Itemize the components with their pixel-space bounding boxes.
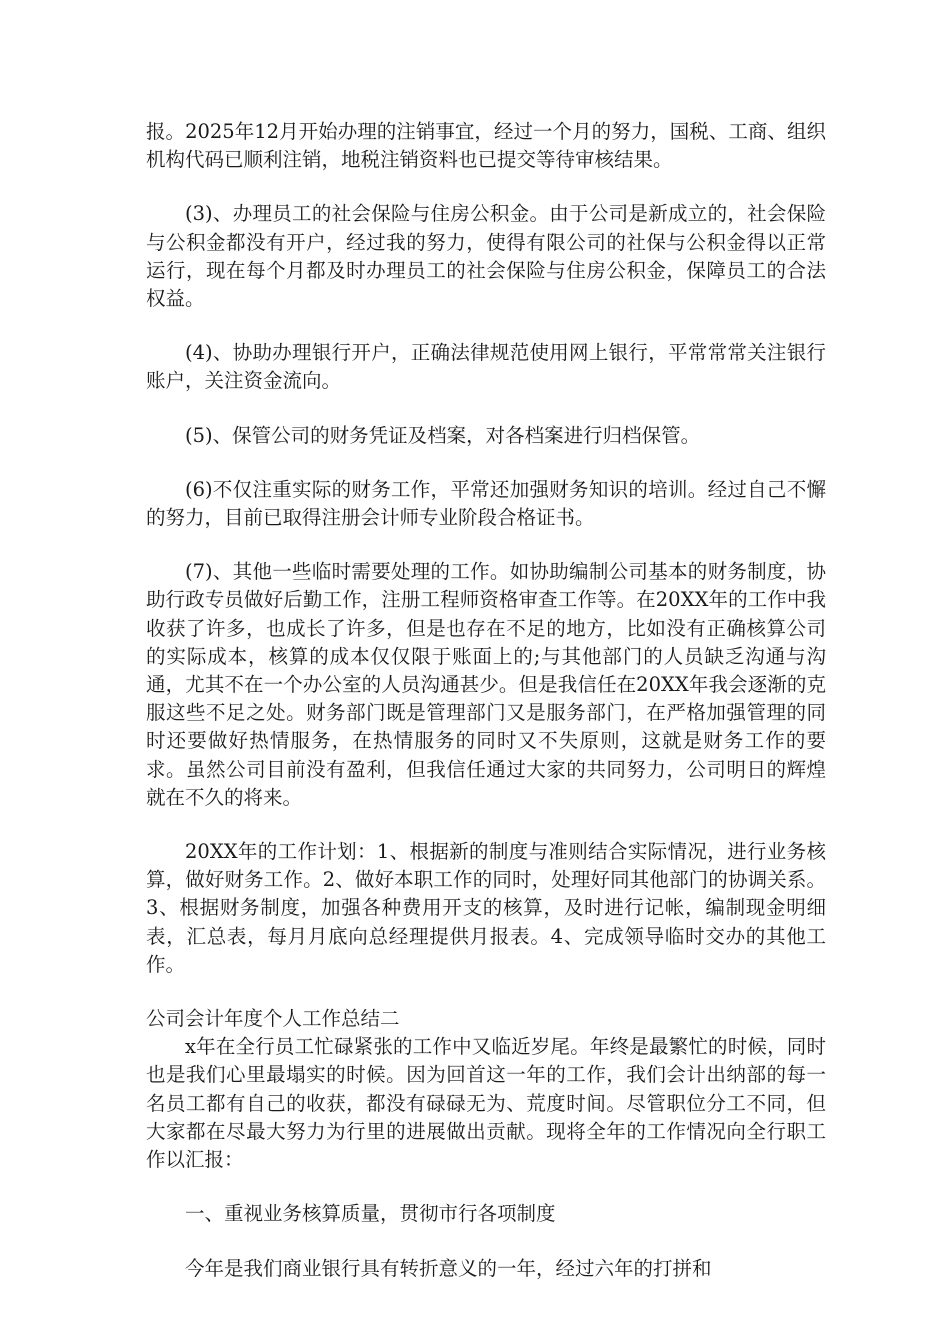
paragraph-intro-2: x年在全行员工忙碌紧张的工作中又临近岁尾。年终是最繁忙的时候，同时也是我们心里最塌实的时候。因为回首这一年的工作，我们会计出纳部的每一名员工都有自己的收获，都没有碌碌无为、荒度时间。尽管职位分工不同，但大家都在尽最大努力为行里的进展做出贡献。现将全年的工作情况向全行职工作以汇报： (146, 1035, 826, 1172)
paragraph-continuation: 报。2025年12月开始办理的注销事宜，经过一个月的努力，国税、工商、组织机构代码已顺利注销，地税注销资料也已提交等待审核结果。 (146, 120, 826, 172)
document-title-2: 公司会计年度个人工作总结二 (146, 1007, 400, 1031)
paragraph-item-5: (5)、保管公司的财务凭证及档案，对各档案进行归档保管。 (185, 423, 701, 447)
section-heading-1: 一、重视业务核算质量，贯彻市行各项制度 (185, 1202, 556, 1226)
paragraph-item-4: (4)、协助办理银行开户，正确法律规范使用网上银行，平常常常关注银行账户，关注资金流向。 (146, 341, 826, 393)
paragraph-item-6: (6)不仅注重实际的财务工作，平常还加强财务知识的培训。经过自己不懈的努力，目前已取得注册会计师专业阶段合格证书。 (146, 477, 826, 530)
paragraph-item-3: (3)、办理员工的社会保险与住房公积金。由于公司是新成立的，社会保险与公积金都没有开户，经过我的努力，使得有限公司的社保与公积金得以正常运行，现在每个月都及时办理员工的社会保险与住房公积金，保障员工的合法权益。 (146, 202, 826, 311)
paragraph-work-plan: 20XX年的工作计划：1、根据新的制度与准则结合实际情况，进行业务核算，做好财务工作。2、做好本职工作的同时，处理好同其他部门的协调关系。3、根据财务制度，加强各种费用开支的核算，及时进行记帐，编制现金明细表，汇总表，每月月底向总经理提供月报表。4、完成领导临时交办的其他工作。 (146, 840, 826, 976)
paragraph-item-7: (7)、其他一些临时需要处理的工作。如协助编制公司基本的财务制度，协助行政专员做好后勤工作，注册工程师资格审查工作等。在20XX年的工作中我收获了许多，也成长了许多，但是也存在不足的地方，比如没有正确核算公司的实际成本，核算的成本仅仅限于账面上的;与其他部门的人员缺乏沟通与沟通，尤其不在一个办公室的人员沟通甚少。但是我信任在20XX年我会逐渐的克服这些不足之处。财务部门既是管理部门又是服务部门，在严格加强管理的同时还要做好热情服务，在热情服务的同时又不失原则，这就是财务工作的要求。虽然公司目前没有盈利，但我信任通过大家的共同努力，公司明日的辉煌就在不久的将来。 (146, 560, 826, 809)
document-page (146, 118, 826, 1283)
paragraph-last: 今年是我们商业银行具有转折意义的一年，经过六年的打拼和 (185, 1256, 712, 1280)
